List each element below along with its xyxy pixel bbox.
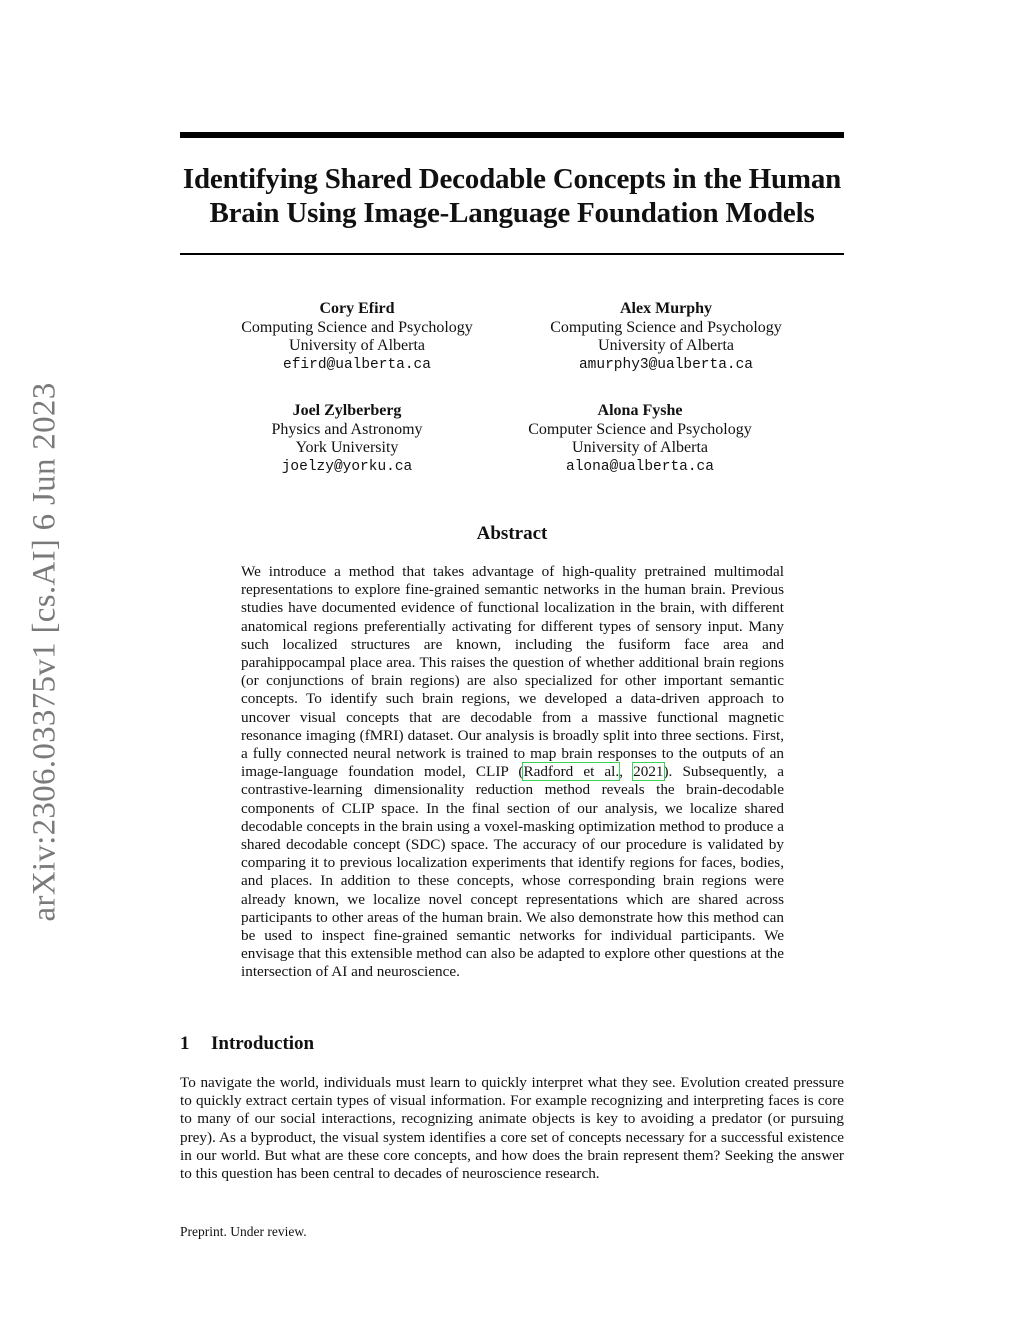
citation-link-year[interactable]: 2021 <box>633 763 664 781</box>
author-department: Computer Science and Psychology <box>528 420 752 438</box>
citation-link-author[interactable]: Radford et al. <box>523 763 620 781</box>
author-department: Computing Science and Psychology <box>550 318 782 336</box>
author-institution: University of Alberta <box>289 337 425 354</box>
author-block <box>197 402 497 476</box>
author-block <box>490 402 790 476</box>
author-department: Physics and Astronomy <box>271 420 423 438</box>
abstract-text-part: ). Subsequently, a contrastive-learning dimensionality reduction method reveals the brain-decodable components of CLIP space. In the final section of our analysis, we localize shared decodable concepts in the brain using a voxel-masking optimization method to produce a shared decodable concept (SDC) space. The accuracy of our procedure is validated by comparing it to previous localization experiments that identify regions for faces, bodies, and places. In addition to these concepts, whose corresponding brain regions were already known, we localize novel concept representations which are shared across participants to other areas of the human brain. We also demonstrate how this method can be used to inspect fine-grained semantic networks for individual participants. We envisage that this extensible method can also be adapted to explore other questions at the intersection of AI and neuroscience. <box>241 763 784 981</box>
author-name: Joel Zylberberg <box>292 402 402 419</box>
citation-separator: , <box>619 763 634 781</box>
abstract-text <box>241 563 784 982</box>
author-email[interactable]: amurphy3@ualberta.ca <box>578 356 754 373</box>
abstract-text-part: We introduce a method that takes advantage of high-quality pretrained multimodal representations to explore fine-grained semantic networks in the human brain. Previous studies have documented evidence of functional localization in the brain, with different anatomical regions preferentially activating for different types of sensory input. Many such localized structures are known, including the fusiform face area and parahippocampal place area. This raises the question of whether additional brain regions (or conjunctions of brain regions) are also specialized for other important semantic concepts. To identify such brain regions, we developed a data-driven approach to uncover visual concepts that are decodable from a massive functional magnetic resonance imaging (fMRI) dataset. Our analysis is broadly split into three sections. First, a fully connected neural network is trained to map brain responses to the outputs of an image-language foundation model, CLIP ( <box>241 563 784 781</box>
title-bottom-rule <box>180 253 844 255</box>
author-block <box>515 300 817 374</box>
author-institution: University of Alberta <box>572 439 708 456</box>
author-department: Computing Science and Psychology <box>241 318 473 336</box>
author-name: Cory Efird <box>319 300 395 317</box>
author-name: Alona Fyshe <box>597 402 683 419</box>
arxiv-identifier-stamp: arXiv:2306.03375v1 [cs.AI] 6 Jun 2023 <box>26 382 63 922</box>
section-heading-introduction <box>180 1033 314 1055</box>
author-email[interactable]: joelzy@yorku.ca <box>281 458 413 475</box>
preprint-footer: Preprint. Under review. <box>180 1224 307 1239</box>
author-email[interactable]: efird@ualberta.ca <box>283 356 431 373</box>
paper-title: Identifying Shared Decodable Concepts in the Human Brain Using Image-Language Foundation Models <box>182 163 842 229</box>
author-email[interactable]: alona@ualberta.ca <box>566 458 714 475</box>
author-institution: University of Alberta <box>598 337 734 354</box>
author-institution: York University <box>295 439 399 456</box>
title-top-rule <box>180 132 844 138</box>
section-number: 1 <box>180 1033 190 1054</box>
section-title: Introduction <box>211 1033 315 1054</box>
author-block <box>207 300 507 374</box>
introduction-paragraph: To navigate the world, individuals must learn to quickly interpret what they see. Evolution created pressure to quickly extract certain types of visual information. For example recognizing and interpreting faces is core to many of our social interactions, recognizing animate objects is key to avoiding a predator (or pursuing prey). As a byproduct, the visual system identifies a core set of concepts necessary for a successful existence in our world. But what are these core concepts, and how does the brain represent them? Seeking the answer to this question has been central to decades of neuroscience research. <box>180 1074 844 1183</box>
abstract-heading: Abstract <box>476 523 548 544</box>
author-name: Alex Murphy <box>620 300 712 317</box>
